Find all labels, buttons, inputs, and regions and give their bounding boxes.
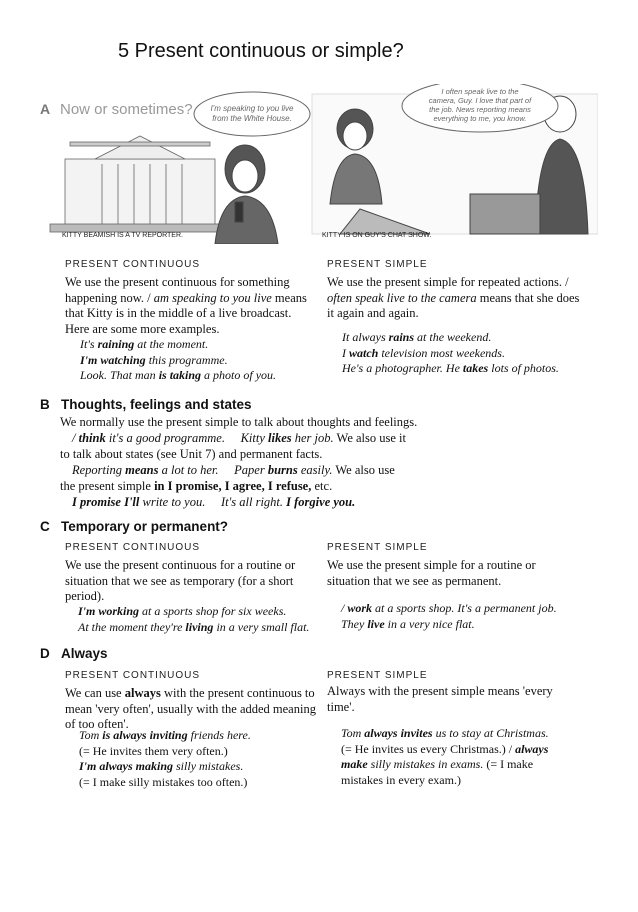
c-left-text: We use the present continuous for a routine or situation that we see as temporary (for a short period). <box>65 558 296 603</box>
white-house-drawing <box>50 136 230 232</box>
page-title: 5 Present continuous or simple? <box>118 40 404 62</box>
a-right-text: We use the present simple for repeated actions. / often speak live to the camera means that she does it again and again. <box>327 275 580 320</box>
d-left-examples: Tom is always inviting friends here. (= He invites them very often.) I'm always making silly mistakes. (= I make silly mistakes too often.) <box>79 728 251 789</box>
section-b-line-5: the present simple in I promise, I agree, I refuse, etc. <box>60 479 333 493</box>
d-left-label: PRESENT CONTINUOUS <box>65 670 201 681</box>
c-right-text: We use the present simple for a routine or situation that we see as permanent. <box>327 558 536 588</box>
section-b-line-3: to talk about states (see Unit 7) and permanent facts. <box>60 447 323 461</box>
section-b-heading: B Thoughts, feelings and states <box>40 397 252 412</box>
section-b-line-2: / think it's a good programme. Kitty likes her job. We also use it <box>72 431 407 445</box>
d-right-text: Always with the present simple means 'every time'. <box>327 684 553 714</box>
svg-text:from the White House.: from the White House. <box>212 114 292 123</box>
d-right-label: PRESENT SIMPLE <box>327 670 428 681</box>
caption-right: KITTY IS ON GUY'S CHAT SHOW. <box>322 232 432 239</box>
caption-left: KITTY BEAMISH IS A TV REPORTER. <box>62 232 183 239</box>
svg-text:I often speak live to the: I often speak live to the <box>441 87 519 96</box>
c-right-label: PRESENT SIMPLE <box>327 542 428 553</box>
c-right-examples: / work at a sports shop. It's a permanent job. They live in a very nice flat. <box>341 601 557 631</box>
svg-text:camera, Guy. I love that part: camera, Guy. I love that part of <box>428 96 532 105</box>
section-b-line-4: Reporting means a lot to her. Paper burns easily. We also use <box>72 463 395 477</box>
reporter-drawing <box>215 145 278 244</box>
a-left-label: PRESENT CONTINUOUS <box>65 259 201 270</box>
section-d-heading: D Always <box>40 646 108 661</box>
section-c-heading: C Temporary or permanent? <box>40 519 229 534</box>
a-right-examples: It always rains at the weekend. I watch television most weekends. He's a photographer. He takes lots of photos. <box>342 330 559 375</box>
cartoon-illustration <box>40 84 598 244</box>
c-left-examples: I'm working at a sports shop for six weeks. At the moment they're living in a very small flat. <box>78 604 310 634</box>
section-b-line-6: I promise I'll write to you. It's all right. I forgive you. <box>72 495 356 509</box>
svg-text:everything to me, you know.: everything to me, you know. <box>433 114 527 123</box>
svg-text:the job. News reporting means: the job. News reporting means <box>429 105 531 114</box>
d-left-text: We can use always with the present continuous to mean 'very often', usually with the added meaning of too often'. <box>65 686 316 731</box>
a-left-text: We use the present continuous for something happening now. / am speaking to you live means that Kitty is in the middle of a live broadcast. Here are some more examples. <box>65 275 307 336</box>
a-left-examples: It's raining at the moment. I'm watching this programme. Look. That man is taking a photo of you. <box>80 337 277 382</box>
a-right-label: PRESENT SIMPLE <box>327 259 428 270</box>
section-b-line-1: We normally use the present simple to talk about thoughts and feelings. <box>60 415 418 429</box>
d-right-examples: Tom always invites us to stay at Christmas. (= He invites us every Christmas.) / always make silly mistakes in exams. (= I make mistakes in every exam.) <box>341 726 549 787</box>
section-a-letter: A <box>40 101 51 117</box>
c-left-label: PRESENT CONTINUOUS <box>65 542 201 553</box>
svg-text:I'm speaking to you live: I'm speaking to you live <box>210 104 294 113</box>
section-a-heading: Now or sometimes? <box>60 101 193 118</box>
